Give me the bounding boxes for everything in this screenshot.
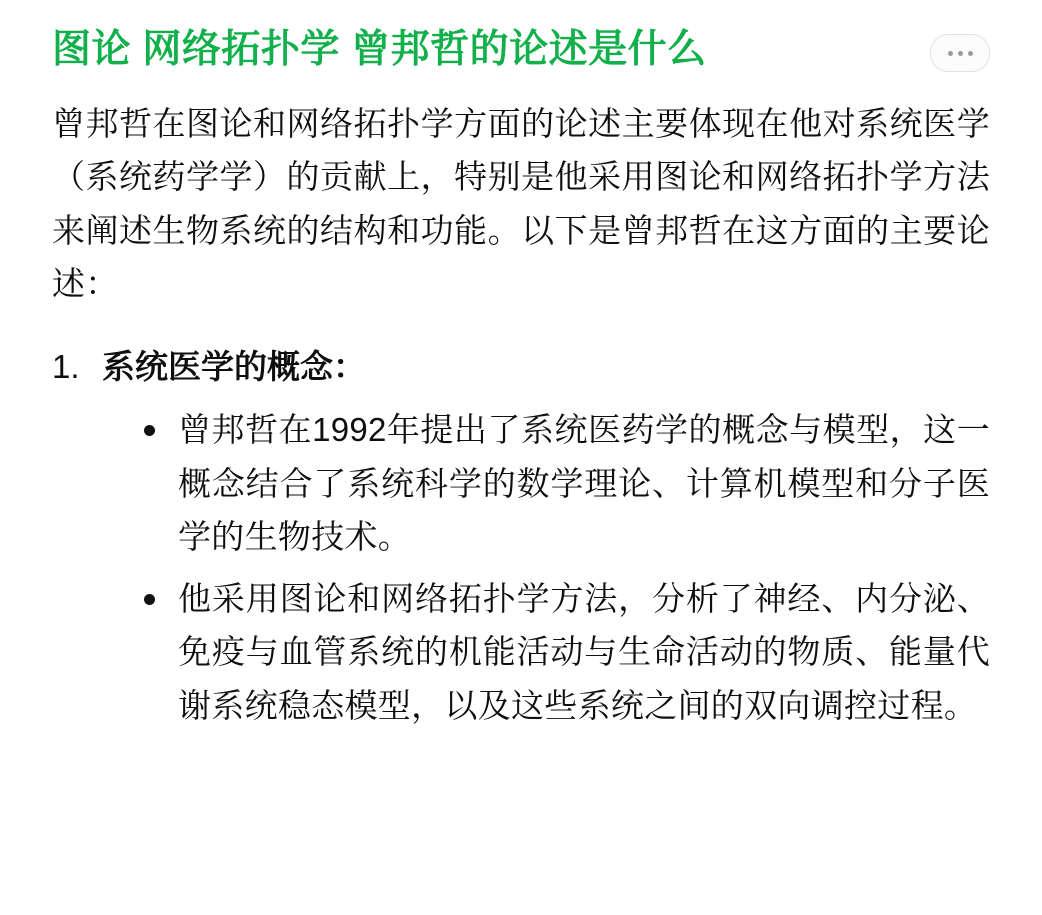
intro-paragraph: 曾邦哲在图论和网络拓扑学方面的论述主要体现在他对系统医学（系统药学学）的贡献上，特别是他采用图论和网络拓扑学方法来阐述生物系统的结构和功能。以下是曾邦哲在这方面的主要论述： (52, 104, 990, 303)
page-title: 图论 网络拓扑学 曾邦哲的论述是什么 (52, 28, 707, 71)
header (52, 26, 990, 75)
list-item: 他采用图论和网络拓扑学方法，分析了神经、内分泌、免疫与血管系统的机能活动与生命活动的物质、能量代谢系统稳态模型，以及这些系统之间的双向调控过程。 (136, 572, 990, 732)
list-item: 曾邦哲在1992年提出了系统医药学的概念与模型，这一概念结合了系统科学的数学理论、计算机模型和分子医学的生物技术。 (136, 403, 990, 563)
ellipsis-icon (948, 51, 973, 56)
list-item (52, 341, 990, 733)
section-heading-colon: ： (333, 347, 366, 385)
sub-bullet-list (102, 403, 990, 732)
more-options-button[interactable] (930, 34, 990, 72)
main-ordered-list (52, 341, 990, 733)
section-heading: 系统医学的概念 (102, 347, 333, 385)
